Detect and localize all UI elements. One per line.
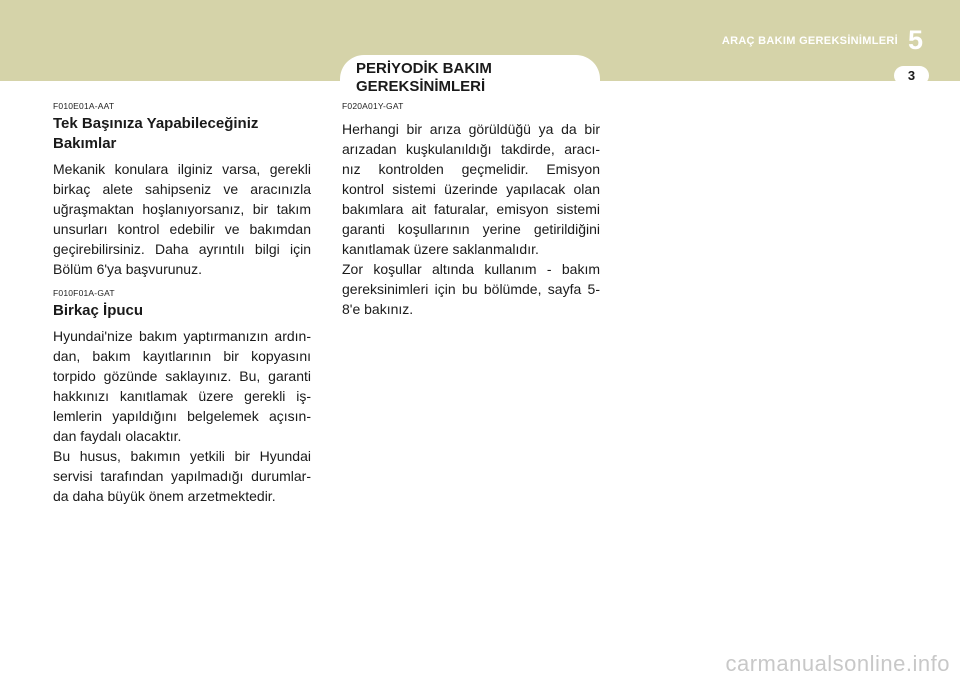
body-paragraph-2: Bu husus, bakımın yetkili bir Hyundai servisi tarafından yapılmadığı durumlar-da daha büyük önem arzetmektedir. [53, 448, 311, 504]
section-title-line1: PERİYODİK BAKIM [356, 60, 492, 77]
chapter-title: ARAÇ BAKIM GEREKSİNİMLERİ [721, 35, 898, 47]
body-paragraph-2: Zor koşullar altında kullanım - bakım gereksinimleri için bu bölümde, sayfa 5-8'e bakınız. [342, 261, 600, 317]
page-number: 3 [907, 68, 916, 83]
watermark: carmanualsonline.info [725, 651, 950, 676]
section-title-line2: GEREKSİNİMLERİ [356, 78, 486, 95]
heading-line2: Bakımlar [53, 135, 117, 152]
left-column-block-2 [53, 288, 311, 506]
left-column-block-1 [53, 101, 311, 279]
section-heading: Birkaç İpucu [53, 302, 144, 319]
body-paragraph-1: Herhangi bir arıza görüldüğü ya da bir arızadan kuşkulanıldığı takdirde, aracı-nız kontrolden geçmelidir. Emisyon kontrol sistemi üzerinde yapılacak olan bakımlara ait faturalar, emisyon sistemi garanti koşullarının yerine getirildiğini kanıtlamak üzere saklanmalıdır. [342, 121, 600, 257]
body-paragraph [53, 326, 311, 506]
body-paragraph [342, 119, 600, 319]
section-code: F020A01Y-GAT [342, 101, 404, 111]
body-paragraph: Mekanik konulara ilginiz varsa, gerekli birkaç alete sahipseniz ve aracınızla uğraşmaktan hoşlanıyorsanız, bir takım unsurları kontrol edebilir ve bakımdan geçirebilirsiniz. Daha ayrıntılı bilgi için Bölüm 6'ya başvurunuz. [53, 161, 311, 277]
section-code: F010E01A-AAT [53, 101, 115, 111]
section-heading [53, 114, 311, 154]
body-paragraph-1: Hyundai'nize bakım yaptırmanızın ardın-dan, bakım kayıtlarının bir kopyasını torpido gözünde saklayınız. Bu, garanti hakkınızı kanıtlamak üzere gerekli iş-lemlerin yapıldığını belgelemek açısın-dan faydalı olacaktır. [53, 328, 311, 444]
chapter-number: 5 [907, 25, 923, 55]
section-title [356, 60, 596, 96]
heading-line1: Tek Başınıza Yapabileceğiniz [53, 115, 259, 132]
right-column-block [342, 101, 600, 319]
section-code: F010F01A-GAT [53, 288, 115, 298]
